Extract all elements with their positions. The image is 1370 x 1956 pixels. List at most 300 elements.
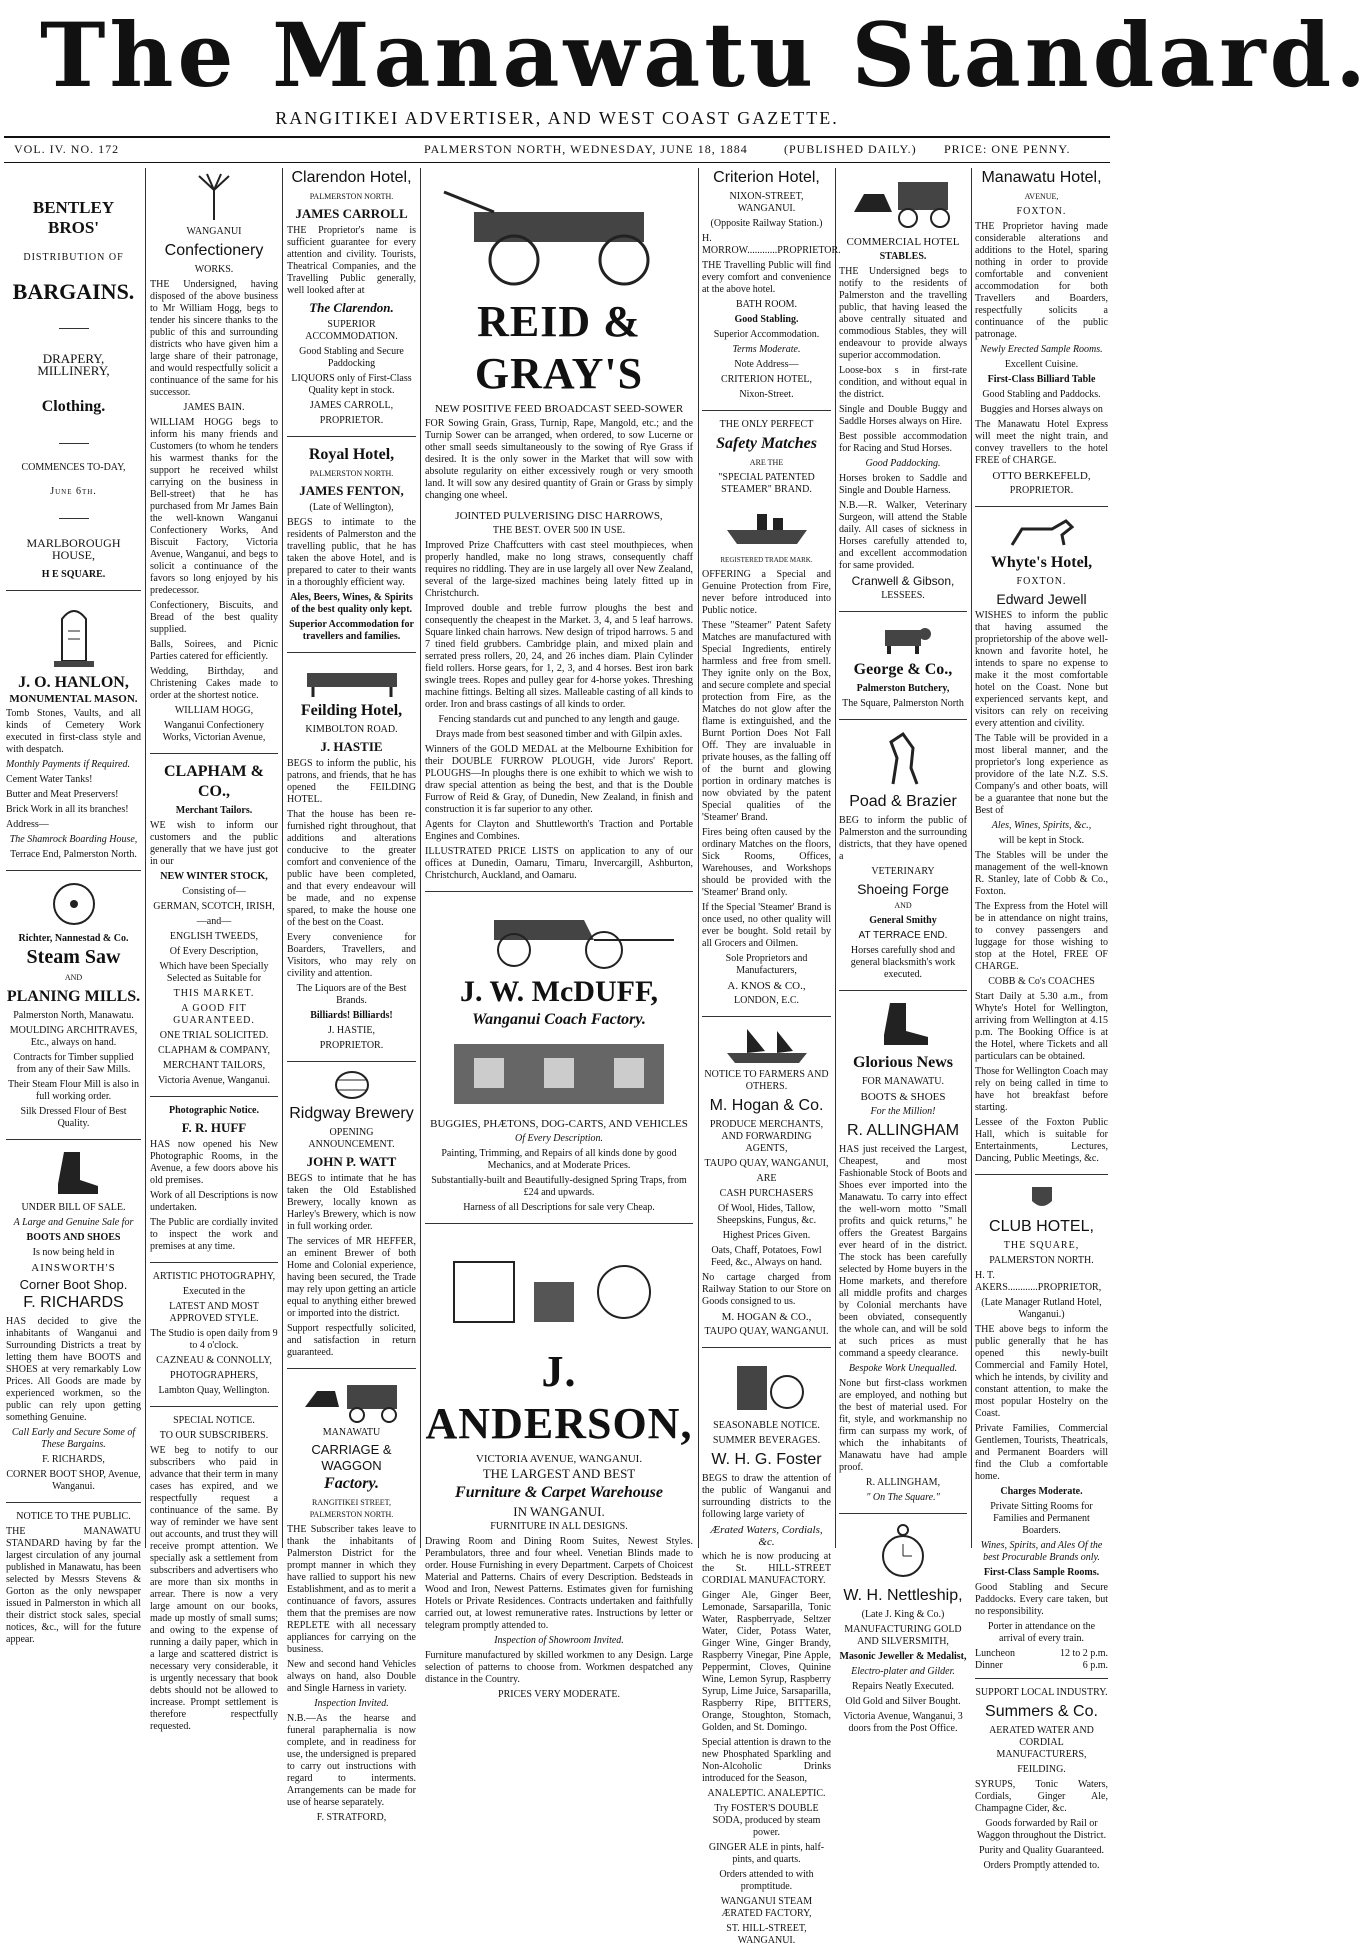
ad-text: The Studio is open daily from 9 to 4 o'clock. (150, 1328, 278, 1351)
ad-special-notice (150, 1415, 278, 1742)
ad-text: N.B.—As the hearse and funeral paraphernalia is now complete, and in readiness for use, the undersigned is prepared to carry out instructions with regard to interments. Arrangements can be made for use of hearse separately. (287, 1713, 416, 1808)
ad-text: H. MORROW............PROPRIETOR. (702, 233, 841, 256)
ad-text: CASH PURCHASERS (719, 1188, 814, 1199)
ad-text: OPENING ANNOUNCEMENT. (308, 1127, 395, 1150)
ad-criterion-hotel (702, 168, 841, 411)
ad-text: Goods forwarded by Rail or Waggon throughout the District. (976, 1818, 1107, 1841)
ad-text: Bespoke Work Unequalled. (848, 1363, 958, 1374)
ad-text: Furniture manufactured by skilled workmen to any Design. Large selection of patterns to choose from. Workmen despatched any distance in the Country. (425, 1650, 693, 1685)
ad-text: Brick Work in all its branches! (6, 804, 129, 815)
ad-text: H. T. AKERS............PROPRIETOR, (975, 1270, 1102, 1293)
ad-wanganui-confectionery (150, 172, 278, 754)
ad-title: Safety Matches (716, 435, 817, 452)
cow-icon (873, 620, 933, 656)
ad-text: Fencing standards cut and punched to any length and gauge. (438, 714, 680, 725)
ad-text: MERCHANT TAILORS, (162, 1060, 266, 1071)
ad-text: BEGS to intimate that he has taken the Old Established Brewery, locally known as Harley's Brewery, which is now in full working order. (287, 1173, 416, 1232)
masthead-subtitle: RANGITIKEI ADVERTISER, AND WEST COAST GAZETTE. (275, 108, 839, 128)
ad-title: J. W. McDUFF, (459, 975, 659, 1008)
ad-text: Butter and Meat Preservers! (6, 789, 119, 800)
ad-text: Charges Moderate. (1000, 1486, 1083, 1497)
ad-feilding-hotel (287, 661, 416, 1062)
ad-text: Wines, Spirits, and Ales Of the best Procurable Brands only. (980, 1540, 1103, 1563)
ad-text: UNDER BILL OF SALE. (21, 1202, 126, 1213)
ad-text: Substantially-built and Beautifully-designed Spring Traps, from £24 and upwards. (431, 1175, 687, 1198)
ad-text: Confectionery, Biscuits, and Bread of the best quality supplied. (150, 600, 278, 635)
place-date: PALMERSTON NORTH, WEDNESDAY, JUNE 18, 1884 (424, 142, 748, 156)
dateline-rule (4, 162, 1110, 163)
column-separator (282, 168, 283, 1548)
ad-text: BEG to inform the public of Palmerston and the surrounding districts, that they have opened a (839, 815, 967, 862)
published-daily: (PUBLISHED DAILY.) (784, 142, 917, 156)
ad-text: Inspection Invited. (314, 1698, 389, 1709)
ad-text: ANALEPTIC. ANALEPTIC. (707, 1788, 826, 1799)
ad-text: Which have been Specially Selected as Suitable for (159, 961, 269, 984)
ad-text: KIMBOLTON ROAD. (305, 724, 398, 735)
ad-heading: STABLES. (879, 251, 927, 262)
ad-text: Tomb Stones, Vaults, and all kinds of Cemetery Work executed in first-class style and with despatch. (6, 708, 141, 755)
ad-heading: Corner Boot Shop. (19, 1277, 128, 1292)
ad-title: Richter, Nannestad & Co. (18, 933, 129, 944)
column-4 (425, 168, 693, 1700)
column-7 (975, 168, 1108, 1871)
ad-poad-brazier (839, 728, 967, 991)
ad-text: NEW WINTER STOCK, (160, 871, 268, 882)
ad-text: NIXON-STREET, WANGANUI. (729, 191, 804, 214)
ad-text: WANGANUI (186, 226, 242, 237)
ad-text: THE Proprietor's name is sufficient guarantee for every attention and civility. Tourists, Theatrical Companies, and the Travelling Public generally, well looked after at (287, 225, 416, 296)
ad-title: Whyte's Hotel, (990, 554, 1093, 571)
ad-text: ILLUSTRATED PRICE LISTS on application to any of our offices at Dunedin, Oamaru, Timaru, Invercargill, Ashburton, Christchurch, Auckland, and Oamaru. (425, 846, 693, 881)
ad-text: Good Stabling and Secure Paddocking (299, 346, 404, 369)
ad-text: Ales, Wines, Spirits, &c., (991, 820, 1092, 831)
ad-manawatu-carriage (287, 1377, 416, 1833)
ad-heading: Edward Jewell (996, 591, 1087, 607)
ad-text: THE BEST. OVER 500 IN USE. (492, 525, 626, 536)
ad-richter (6, 879, 141, 1140)
ad-text: CLAPHAM & COMPANY, (158, 1045, 270, 1056)
column-3 (287, 168, 416, 1823)
ad-text: VETERINARY (871, 866, 935, 877)
ad-text: F. STRATFORD, (316, 1812, 387, 1823)
masthead-title: The Manawatu Standard. (40, 3, 1370, 107)
coat-of-arms-icon (1017, 1183, 1067, 1213)
ad-text: DRAPERY, MILLINERY, (37, 351, 110, 378)
stagecoach-icon (848, 172, 958, 232)
ad-text: AERATED WATER AND CORDIAL MANUFACTURERS, (989, 1725, 1094, 1760)
ad-text: MANUFACTURING GOLD AND SILVERSMITH, (844, 1624, 962, 1647)
ad-text: will be kept in Stock. (998, 835, 1085, 846)
horse-carriage-icon (297, 1377, 407, 1423)
ad-text: COMMENCES TO-DAY, (21, 462, 126, 473)
ad-anderson (425, 1232, 693, 1710)
saw-blade-icon (39, 879, 109, 929)
ad-bentley-bros (6, 198, 141, 591)
ad-heading: Clothing. (41, 398, 106, 415)
ad-hanlon (6, 599, 141, 871)
ad-text: Work of all Descriptions is now undertaken. (150, 1190, 278, 1213)
ad-allingham (839, 999, 967, 1514)
ad-title: Ridgway Brewery (289, 1105, 414, 1122)
meal-label: Dinner (975, 1660, 1003, 1671)
ad-text: BEGS to inform the public, his patrons, and friends, that he has opened the FEILDING HOTEL. (287, 758, 416, 805)
ad-text: Is now being held in (32, 1247, 115, 1258)
top-rule (4, 136, 1110, 138)
meal-label: Luncheon (975, 1648, 1015, 1659)
ad-text: Consisting of— (182, 886, 246, 897)
ad-text: WE wish to inform our customers and the public generally that we have just got in our (150, 820, 278, 867)
ad-text: J. HASTIE, (328, 1025, 375, 1036)
ad-text: PROPRIETOR. (319, 1040, 384, 1051)
meal-times-row (975, 1660, 1108, 1672)
ad-text: PALMERSTON NORTH. (309, 469, 394, 478)
ad-text: GERMAN, SCOTCH, IRISH, (153, 901, 275, 912)
ad-text: OFFERING a Special and Genuine Protection from Fire, never before introduced into Public notice. (702, 569, 831, 616)
price: PRICE: ONE PENNY. (944, 142, 1071, 156)
ad-text: FURNITURE IN ALL DESIGNS. (490, 1521, 628, 1532)
sailing-ship-icon (717, 1025, 817, 1065)
ad-text: LONDON, E.C. (734, 995, 799, 1006)
ad-text: THE above begs to inform the public generally that he has opened this newly-built Commercial and Family Hotel, which he intends, by civility and constant attention, to make the most popular Hostelry on the Coast. (975, 1324, 1108, 1419)
ad-text: SEASONABLE NOTICE. (713, 1420, 820, 1431)
ad-text: RANGITIKEI STREET, PALMERSTON NORTH. (309, 1498, 394, 1519)
ad-text: The Public are cordially invited to inspect the work and premises at any time. (150, 1217, 278, 1252)
ad-text: Monthly Payments if Required. (6, 759, 131, 770)
ad-text: Buggies and Horses always on (980, 404, 1103, 415)
ad-text: (Late Manager Rutland Hotel, Wanganui.) (981, 1297, 1102, 1320)
ad-text: Orders attended to with promptitude. (719, 1869, 814, 1892)
ad-text: That the house has been re-furnished right throughout, that additions and alterations conducive to the greater comfort and convenience of the public have been completed, and that every endeavour will be made, and no expense spared, to make the house one of the best on the Coast. (287, 809, 416, 928)
ad-text: Balls, Soirees, and Picnic Parties catered for efficiently. (150, 639, 278, 662)
ad-heading: The Clarendon. (309, 300, 394, 315)
column-6 (839, 168, 967, 1734)
ad-text: LIQUORS only of First-Class Quality kept in stock. (291, 373, 412, 396)
ad-text: THE ONLY PERFECT (719, 419, 814, 430)
ad-george-butchery (839, 620, 967, 720)
ad-text: Cement Water Tanks! (6, 774, 93, 785)
ad-title: J. O. HANLON, (18, 674, 129, 691)
ad-text: A Large and Genuine Sale for (13, 1217, 134, 1228)
column-separator (145, 168, 146, 1548)
ad-title: Criterion Hotel, (713, 169, 820, 186)
ad-text: First-Class Sample Rooms. (983, 1567, 1100, 1578)
ad-heading: SUPPORT LOCAL INDUSTRY. (975, 1687, 1108, 1698)
ad-text: FOXTON. (1016, 576, 1067, 587)
column-2 (150, 168, 278, 1732)
ad-text: FEILDING. (1017, 1764, 1066, 1775)
ad-text: Horses broken to Saddle and Single and Double Harness. (839, 473, 967, 496)
ad-title: CARRIAGE & WAGGON (311, 1442, 392, 1473)
ad-title: Confectionery (164, 242, 264, 259)
ad-text: Highest Prices Given. (722, 1230, 811, 1241)
ad-text: SUPERIOR ACCOMMODATION. (305, 319, 398, 342)
horse-rider-icon (992, 515, 1092, 549)
ad-heading: SPECIAL NOTICE. (173, 1415, 255, 1426)
ad-text: THE Travelling Public will find every comfort and convenience at the above hotel. (702, 260, 831, 295)
ad-text: THE Proprietor having made considerable alterations and additions to the Hotel, sparing nothing in order to provide comfortable and convenient accommodation for both Travellers and Boarders, respectfully solicits a continuance of the public patronage. (975, 221, 1108, 340)
ad-heading: JAMES FENTON, (299, 483, 404, 498)
horse-rearing-icon (873, 728, 933, 788)
ad-text: Electro-plater and Gilder. (851, 1666, 955, 1677)
ad-title: Poad & Brazier (849, 793, 957, 810)
ad-heading: JAMES CARROLL (295, 206, 408, 221)
meal-time: 12 to 2 p.m. (1059, 1648, 1108, 1659)
column-separator (420, 168, 421, 1548)
ad-text: (Late J. King & Co.) (861, 1609, 945, 1620)
ad-text: Ginger Ale, Ginger Beer, Lemonade, Sarsaparilla, Tonic Water, Raspberryade, Seltzer Water, Cider, Potass Water, Ginger Wine, Ginger Brandy, Raspberry Vinegar, Pine Apple, Peppermint, Cloves, Quinine Wine, Lemon Syrup, Raspberry Syrup, Lime Juice, Sarsaparilla, Raspberry Ripe, BITTERS, Orange, Stoughton, Stomach, Golden, and St. Domingo. (702, 1590, 831, 1733)
ad-text: Superior Accommodation. (713, 329, 820, 340)
ad-text: N.B.—R. Walker, Veterinary Surgeon, will attend the Stable daily. All cases of sickness in Horses carefully attended to, and excellent accommodation for same provided. (839, 500, 967, 571)
ad-text: AND (64, 973, 83, 982)
ad-text: HAS just received the Largest, Cheapest, and most Fashionable Stock of Boots and Shoes ever imported into the Manawatu. To carry into effect the well-worn motto "Small profits and quick returns," he offers the Greatest Bargains ever heard of in the district. The stock has been carefully selected by Home buyers in the Home markets, and therefore all middle profits and charges by Colonial merchants have been obviated, consequently the whole can, and will be sold at such prices as must command a speedy clearance. (839, 1144, 967, 1359)
ad-foster (702, 1356, 831, 1956)
ad-text: PHOTOGRAPHERS, (170, 1370, 258, 1381)
ad-text: THE Subscriber takes leave to thank the inhabitants of Palmerston District for the prompt manner in which they have rallied to support his new Establishment, and as to merit a continuance of favors, assures them that the premises are now REPLETE with all necessary appliances for carrying on the business. (287, 1524, 416, 1655)
boot-icon (44, 1148, 104, 1198)
ad-heading: BUGGIES, PHÆTONS, DOG-CARTS, AND VEHICLES (430, 1118, 688, 1130)
ad-text: HAS decided to give the inhabitants of Wanganui and Surrounding Districts a treat by letting them have BOOTS and SHOES at very remarkably Low Prices. All Goods are made by experienced workmen, so the public can rely upon getting something Genuine. (6, 1316, 141, 1423)
ad-text: TAUPO QUAY, WANGANUI. (704, 1326, 829, 1337)
ad-text: Oats, Chaff, Potatoes, Fowl Feed, &c., Always on hand. (710, 1245, 823, 1268)
billiard-table-icon (297, 661, 407, 697)
ad-text: TAUPO QUAY, WANGANUI, (704, 1158, 829, 1169)
barrel-icon (332, 1070, 372, 1100)
ad-text: Note Address— (734, 359, 799, 370)
ad-text: Good Stabling and Paddocks. (982, 389, 1101, 400)
ad-text: Good Paddocking. (865, 458, 941, 469)
ad-heading: NOTICE TO THE PUBLIC. (16, 1511, 131, 1522)
ad-text: PROPRIETOR. (1009, 485, 1074, 496)
buggy-icon (434, 900, 684, 970)
ad-text: Repairs Neatly Executed. (852, 1681, 954, 1692)
ad-text: JAMES BAIN. (183, 402, 245, 413)
ad-text: New and second hand Vehicles always on hand, also Double and Single Harness in variety. (287, 1659, 416, 1694)
ad-heading: TO OUR SUBSCRIBERS. (159, 1430, 269, 1441)
ad-text: Every convenience for Boarders, Travellers, and Visitors, who may rely on civility and attention. (287, 932, 416, 979)
ad-text: Address— (6, 819, 49, 830)
ad-text: HAS now opened his New Photographic Rooms, in the Avenue, a few doors above his old premises. (150, 1139, 278, 1186)
ad-text: The Express from the Hotel will be in attendance on night trains, to convey passengers and luggage for those wishing to stop at the Hotel, FREE OF CHARGE. (975, 901, 1108, 972)
steamer-ship-icon (717, 500, 817, 550)
ad-text: THIS MARKET. (173, 988, 255, 999)
ad-text: PRODUCE MERCHANTS, AND FORWARDING AGENTS, (709, 1119, 824, 1154)
ad-text: PRICES VERY MODERATE. (498, 1689, 620, 1700)
ad-text: Try FOSTER'S DOUBLE SODA, produced by steam power. (712, 1803, 821, 1838)
column-separator (971, 168, 972, 1548)
ad-text: DISTRIBUTION OF (23, 252, 124, 263)
ad-heading: R. ALLINGHAM (846, 1122, 960, 1139)
ad-heading: Steam Saw (26, 946, 121, 968)
ad-title: George & Co., (853, 661, 953, 678)
ad-text: LESSEES. (881, 590, 925, 601)
ad-text: BEGS to draw the attention of the public of Wanganui and surrounding districts to the following large variety of (702, 1473, 831, 1520)
ad-text: AVENUE, (1024, 192, 1059, 201)
ad-text: Contracts for Timber supplied from any of their Saw Mills. (13, 1052, 134, 1075)
ad-text: CORNER BOOT SHOP, Avenue, Wanganui. (6, 1469, 141, 1492)
monument-icon (44, 599, 104, 669)
ad-text: The Shamrock Boarding House, (9, 834, 138, 845)
ad-heading: BARGAINS. (12, 279, 135, 304)
soda-machine-icon (717, 1356, 817, 1416)
ad-heading: PLANING MILLS. (6, 988, 141, 1005)
ad-text: A GOOD FIT GUARANTEED. (173, 1003, 255, 1026)
ad-heading: Factory. (324, 1475, 379, 1492)
ad-text: THE SQUARE, (1003, 1240, 1080, 1251)
ad-title: F. RICHARDS (23, 1294, 124, 1311)
ad-text: General Smithy (869, 915, 937, 926)
ad-text: No cartage charged from Railway Station to our Store on Goods consigned to us. (702, 1272, 831, 1307)
ad-text: Those for Wellington Coach may rely on being called in time to have hot breakfast before starting. (975, 1066, 1108, 1113)
ad-royal-hotel (287, 445, 416, 653)
ad-heading: NEW POSITIVE FEED BROADCAST SEED-SOWER (434, 403, 684, 415)
ad-title: CLAPHAM & CO., (164, 763, 264, 800)
divider (59, 328, 89, 329)
column-separator (835, 168, 836, 1548)
ad-text: Porter in attendance on the arrival of every train. (987, 1621, 1096, 1644)
ad-text: Victoria Avenue, Wanganui, 3 doors from the Post Office. (843, 1711, 963, 1734)
ad-text: AT TERRACE END. (858, 930, 948, 941)
ad-text: Masonic Jeweller & Medalist, (839, 1651, 967, 1662)
ad-heading: Furniture & Carpet Warehouse (455, 1484, 663, 1501)
ad-text: Lessee of the Foxton Public Hall, which is suitable for Entertainments, Lectures, Dancing, Public Meetings, &c. (975, 1117, 1108, 1164)
ad-title: BENTLEY BROS' (32, 198, 115, 237)
ad-text: Drays made from best seasoned timber and with Gilpin axles. (435, 729, 683, 740)
ad-text: THE MANAWATU STANDARD having by far the largest circulation of any journal published in Manawatu, has been selected by Messrs Stevens & Gorton as the only newspaper issued in Palmerston in which all their district stock sales, special notices, &c., will for the future appear. (6, 1526, 141, 1645)
ad-summers (975, 1687, 1108, 1881)
ad-text: PALMERSTON NORTH. (989, 1255, 1094, 1266)
ad-text: Painting, Trimming, and Repairs of all kinds done by good Mechanics, and at Moderate Prices. (441, 1148, 677, 1171)
ad-text: BEGS to intimate to the residents of Palmerston and the travelling public, that he has taken the above Hotel, and is prepared to cater to their wants in a thoroughly efficient way. (287, 517, 416, 588)
ad-text: " On The Square." (866, 1492, 940, 1503)
ad-text: The Square, Palmerston North (842, 698, 964, 709)
dateline (4, 142, 1110, 160)
ad-text: "SPECIAL PATENTED STEAMER" BRAND. (718, 472, 815, 495)
ad-text: Terms Moderate. (732, 344, 801, 355)
ad-text: Cranwell & Gibson, (851, 574, 955, 588)
ad-title: Royal Hotel, (308, 446, 395, 463)
ad-ainsworth (6, 1148, 141, 1503)
ad-commercial-stables (839, 172, 967, 612)
boot-icon (868, 999, 938, 1049)
ad-text: Harness of all Descriptions for sale very Cheap. (463, 1202, 655, 1213)
ad-title: W. H. Nettleship, (843, 1587, 963, 1604)
ad-safety-matches (702, 419, 831, 1017)
ad-text: WILLIAM HOGG, (174, 705, 254, 716)
ad-text: LATEST AND MOST APPROVED STYLE. (169, 1301, 259, 1324)
ad-notice-public (6, 1511, 141, 1655)
ad-text: Best possible accommodation for Racing and Stud Horses. (839, 431, 967, 454)
ad-huff (150, 1105, 278, 1263)
column-5 (702, 168, 841, 1946)
ad-text: MOULDING ARCHITRAVES, Etc., always on hand. (9, 1025, 138, 1048)
ad-title: Feilding Hotel, (300, 702, 403, 719)
ad-text: Silk Dressed Flour of Best Quality. (20, 1106, 127, 1129)
ad-heading: BOOTS & SHOES (860, 1091, 946, 1103)
ad-text: WE beg to notify to our subscribers who paid in advance that their term in many cases has expired, and we respectfully request a continuance of the same. By way of reminder we have sent out accounts, and trust they will receive prompt attention. We specially ask a settlement from subscribers and advertisers who are more than six months in arrear. There is now a very large amount on our books, made up mostly of small sums; and owing to the expense of running a daily paper, which in a large and scattered district is necessary very considerable, it is urgently necessary that book debts should not be allowed to increase. Prompt settlement is therefore respectfully requested. (150, 1445, 278, 1732)
ad-text: Nixon-Street. (739, 389, 794, 400)
ad-clarendon-hotel (287, 168, 416, 437)
ad-text: If the Special 'Steamer' Brand is once used, no other quality will ever be bought. Sold retail by all Grocers and Oilmen. (702, 902, 831, 949)
ad-text: Excellent Cuisine. (1004, 359, 1079, 370)
ad-text: Victoria Avenue, Wanganui. (157, 1075, 271, 1086)
ad-text: Inspection of Showroom Invited. (494, 1635, 624, 1646)
ad-heading: THE LARGEST AND BEST (482, 1466, 636, 1481)
ad-text: Fires being often caused by the ordinary Matches on the floors, Sick Rooms, Offices, Warehouses, and Workshops should be provided with the 'Steamer' Brand only. (702, 827, 831, 898)
ad-heading: NOTICE TO FARMERS AND OTHERS. (704, 1069, 829, 1092)
ad-text: (Late of Wellington), (309, 502, 394, 513)
ad-text: which he is now producing at the St. HILL-STREET CORDIAL MANUFACTORY. (702, 1551, 831, 1586)
ad-title: W. H. G. Foster (711, 1451, 822, 1468)
ad-text: MANAWATU (322, 1427, 381, 1438)
ad-text: Special attention is drawn to the new Phosphated Sparkling and Non-Alcoholic Drinks introduced for the Season, (702, 1737, 831, 1784)
ad-text: CRITERION HOTEL, (720, 374, 813, 385)
ad-text: PROPRIETOR. (319, 415, 384, 426)
ad-text: Of Every Description. (514, 1133, 604, 1144)
ad-heading: Wanganui Coach Factory. (472, 1011, 646, 1028)
ad-text: Improved Prize Chaffcutters with cast steel mouthpieces, when properly handled, make no long straws, consequently chaff requires no riddling. They are in use largely all over New Zealand, several of the large-sized machines being lately fitted up in Christchurch. (425, 540, 693, 599)
ad-text: Ales, Beers, Wines, & Spirits of the best quality only kept. (290, 592, 413, 615)
ad-heading: J. HASTIE (320, 739, 383, 754)
ad-text: Good Stabling and Secure Paddocks. Every care taken, but no responsibility. (975, 1582, 1108, 1617)
ad-text: None but first-class workmen are employed, and nothing but the best of material used. For fit, style, and workmanship no firm can surpass my work, of which the inhabitants of Manawatu have had ample proof. (839, 1378, 967, 1473)
ad-reid-gray (425, 172, 693, 892)
meal-time: 6 p.m. (1082, 1660, 1108, 1671)
volume-number: VOL. IV. NO. 172 (14, 142, 120, 156)
ad-text: THE Undersigned, having disposed of the above business to Mr William Hogg, begs to tender his sincere thanks to the public of this and surrounding districts who have given him a large share of their patronage, and would respectfully solicit a continuance of the same for his successor. (150, 279, 278, 398)
pocket-watch-icon (878, 1522, 928, 1582)
ad-text: Good Stabling. (734, 314, 799, 325)
ad-text: F. RICHARDS, (42, 1454, 105, 1465)
ad-text: Agents for Clayton and Shuttleworth's Traction and Portable Engines and Combines. (425, 819, 693, 842)
ad-text: VICTORIA AVENUE, WANGANUI. (475, 1453, 643, 1465)
ad-text: Private Sitting Rooms for Families and Permanent Boarders. (990, 1501, 1093, 1536)
ad-text: Palmerston North, Manawatu. (13, 1010, 134, 1021)
masthead (40, 3, 1370, 107)
ad-text: OTTO BERKEFELD, (992, 470, 1091, 482)
ad-heading: Ærated Waters, Cordials, &c. (710, 1524, 823, 1548)
ad-text: Old Gold and Silver Bought. (845, 1696, 961, 1707)
ad-manawatu-hotel (975, 168, 1108, 507)
ad-text: SYRUPS, Tonic Waters, Cordials, Ginger Ale, Champagne Cider, &c. (975, 1779, 1108, 1814)
ad-text: Loose-box s in first-rate condition, and without equal in the district. (839, 365, 967, 400)
ad-text: Superior Accommodation for travellers and families. (289, 619, 414, 642)
meal-times-row (975, 1648, 1108, 1660)
ad-text: Private Families, Commercial Gentlemen, Tourists, Theatricals, and Permanent Boarders will find the Club a comfortable home. (975, 1423, 1108, 1482)
ad-text: Lambton Quay, Wellington. (158, 1385, 270, 1396)
ad-text: Their Steam Flour Mill is also in full working order. (7, 1079, 140, 1102)
ad-text: The Stables will be under the management of the well-known R. Stanley, late of Cobb & Co., Foxton. (975, 850, 1108, 897)
ad-title: Summers & Co. (985, 1703, 1098, 1720)
ad-text: REGISTERED TRADE MARK. (720, 556, 813, 564)
ad-text: ARE THE (749, 458, 784, 467)
ad-title: Glorious News (853, 1054, 953, 1071)
ad-text: Call Early and Secure Some of These Bargains. (11, 1427, 136, 1450)
ad-title: Manawatu Hotel, (981, 169, 1102, 186)
seed-sower-icon (434, 172, 684, 292)
ad-text: WORKS. (194, 264, 234, 275)
ad-text: FOR Sowing Grain, Grass, Turnip, Rape, Mangold, etc.; and the Turnip Sower can be arranged, when ordered, to sow Lucerne or other small seeds simultaneously to the sowing of Rye Grass if desired. It is the only sower in the Market that will sow with absolute regularity on either excessively rough or very smooth land. It will sow any desired quantity of Grain or Grass by simply changing one wheel. (425, 418, 693, 501)
ad-hogan (702, 1025, 831, 1348)
ad-text: AINSWORTH'S (31, 1262, 116, 1274)
furniture-icon (434, 1232, 684, 1342)
ad-heading: ARTISTIC PHOTOGRAPHY, (152, 1271, 276, 1282)
ad-text: FOR MANAWATU. (862, 1076, 944, 1087)
ad-text: Single and Double Buggy and Saddle Horses always on Hire. (839, 404, 967, 427)
ad-text: COBB & Co's COACHES (988, 976, 1095, 987)
ad-heading: Photographic Notice. (169, 1105, 259, 1116)
ad-text: Executed in the (182, 1286, 246, 1297)
coach-factory-icon (434, 1034, 684, 1114)
